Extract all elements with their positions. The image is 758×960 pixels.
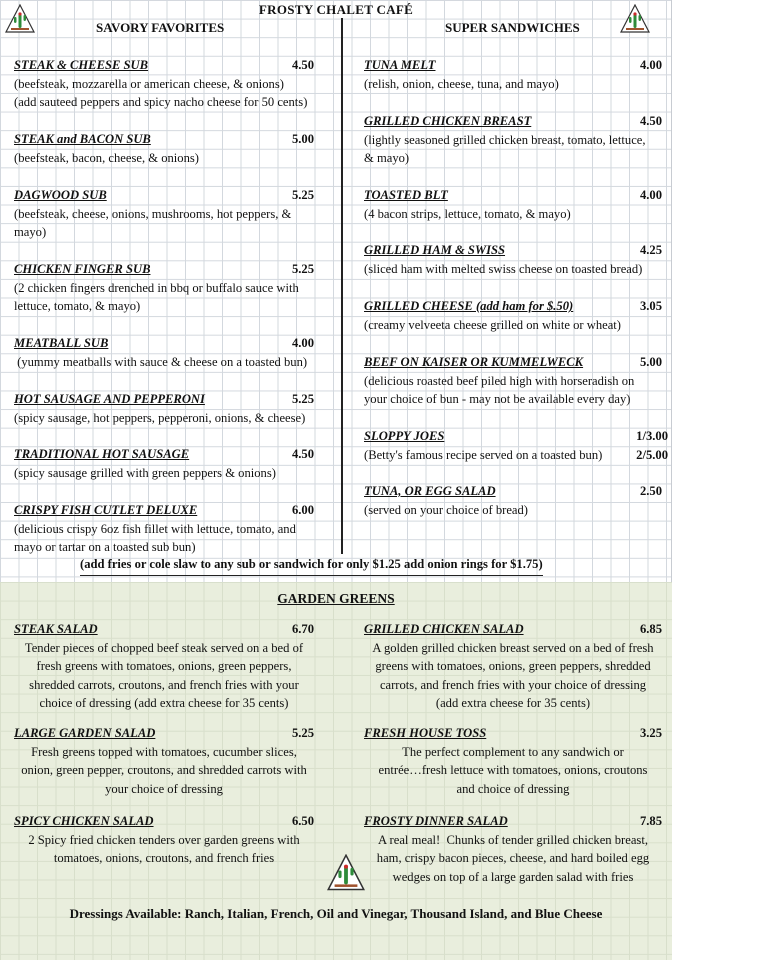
item-price: 5.25 (291, 262, 314, 276)
item-desc: (spicy sausage grilled with green peppers & onions) (14, 465, 276, 480)
menu-item (364, 56, 662, 93)
item-desc: (spicy sausage, hot peppers, pepperoni, onions, & cheese) (14, 410, 306, 425)
menu-item (14, 501, 314, 557)
salad-item (364, 724, 662, 798)
item-name: TOASTED BLT (364, 188, 448, 202)
item-desc: (delicious crispy 6oz fish fillet with lettuce, tomato, and mayo or tartar on a toasted sub bun) (14, 521, 296, 555)
item-price: 4.25 (639, 243, 662, 257)
item-price: 6.85 (639, 622, 662, 636)
item-desc: (lightly seasoned grilled chicken breast, tomato, lettuce, & mayo) (364, 132, 646, 166)
menu-item (14, 186, 314, 242)
item-desc: (yummy meatballs with sauce & cheese on a toasted bun) (14, 354, 308, 369)
item-price: 5.25 (291, 726, 314, 740)
menu-item (14, 56, 314, 112)
menu-item (364, 186, 662, 223)
item-name: STEAK SALAD (14, 622, 98, 636)
item-desc: (delicious roasted beef piled high with horseradish on your choice of bun - may not be available every day) (364, 373, 635, 407)
item-name: GRILLED CHICKEN SALAD (364, 622, 524, 636)
item-price-secondary: 2/5.00 (636, 447, 668, 462)
menu-item (364, 112, 662, 168)
cactus-logo-icon (620, 4, 650, 34)
item-name: SLOPPY JOES (364, 429, 445, 443)
item-price: 4.00 (639, 188, 662, 202)
item-desc: Fresh greens topped with tomatoes, cucumber slices, onion, green pepper, croutons, and shredded carrots with your choice of dressing (21, 744, 307, 796)
item-name: TUNA MELT (364, 58, 436, 72)
item-price: 5.00 (639, 355, 662, 369)
item-price: 6.50 (291, 814, 314, 828)
item-name: DAGWOOD SUB (14, 188, 107, 202)
menu-item (14, 390, 314, 427)
item-name: GRILLED HAM & SWISS (364, 243, 506, 257)
item-name: HOT SAUSAGE AND PEPPERONI (14, 392, 205, 406)
item-price: 4.00 (639, 58, 662, 72)
item-name: CRISPY FISH CUTLET DELUXE (14, 503, 198, 517)
salad-item (364, 620, 662, 713)
item-desc: (beefsteak, bacon, cheese, & onions) (14, 150, 199, 165)
item-price: 3.25 (639, 726, 662, 740)
salad-item (14, 812, 314, 868)
item-desc: A real meal! Chunks of tender grilled chicken breast, ham, crispy bacon pieces, cheese, and hard boiled egg wedges on top of a large garden salad with fries (376, 832, 650, 884)
savory-heading: SAVORY FAVORITES (96, 20, 225, 35)
item-desc: (beefsteak, mozzarella or american cheese, & onions) (add sauteed peppers and spicy nacho cheese for 50 cents) (14, 76, 308, 110)
sandwiches-heading: SUPER SANDWICHES (445, 20, 580, 35)
menu-item (14, 260, 314, 316)
item-desc: (creamy velveeta cheese grilled on white or wheat) (364, 317, 621, 332)
item-name: STEAK and BACON SUB (14, 132, 151, 146)
salad-item (14, 620, 314, 713)
item-desc: (2 chicken fingers drenched in bbq or buffalo sauce with lettuce, tomato, & mayo) (14, 280, 299, 314)
item-desc: Tender pieces of chopped beef steak served on a bed of fresh greens with tomatoes, onions, green peppers, shredded carrots, croutons, and french fries with your choice of dressing (add extra cheese for 35 cents) (24, 640, 304, 711)
cactus-logo-icon (5, 4, 35, 34)
menu-item (364, 241, 662, 278)
greens-heading: GARDEN GREENS (277, 591, 395, 606)
item-name: MEATBALL SUB (14, 336, 109, 350)
item-price: 6.70 (291, 622, 314, 636)
item-name: TUNA, OR EGG SALAD (364, 484, 496, 498)
salad-item (14, 724, 314, 798)
item-name: FROSTY DINNER SALAD (364, 814, 508, 828)
item-desc: A golden grilled chicken breast served on a bed of fresh greens with tomatoes, onions, green peppers, shredded carrots, and french fries with your choice of dressing (add extra cheese for 35 cents) (372, 640, 654, 711)
menu-item (364, 427, 668, 464)
addon-note: (add fries or cole slaw to any sub or sandwich for only $1.25 add onion rings for $1.75) (80, 555, 543, 576)
item-name: CHICKEN FINGER SUB (14, 262, 151, 276)
item-price: 1/3.00 (636, 429, 668, 443)
menu-item (14, 334, 314, 371)
item-desc: (beefsteak, cheese, onions, mushrooms, hot peppers, & mayo) (14, 206, 292, 240)
item-desc: (Betty's famous recipe served on a toasted bun) (364, 447, 603, 462)
item-desc: (4 bacon strips, lettuce, tomato, & mayo) (364, 206, 571, 221)
item-price: 7.85 (639, 814, 662, 828)
garden-greens-section (0, 582, 672, 960)
item-name: GRILLED CHEESE (add ham for $.50) (364, 299, 574, 313)
menu-item (364, 297, 662, 334)
item-name: TRADITIONAL HOT SAUSAGE (14, 447, 190, 461)
menu-item (14, 130, 314, 167)
item-desc: The perfect complement to any sandwich or entrée…fresh lettuce with tomatoes, onions, croutons and choice of dressing (378, 744, 648, 796)
item-price: 4.50 (291, 447, 314, 461)
salad-item (364, 812, 662, 886)
item-price: 4.50 (639, 114, 662, 128)
item-price: 4.50 (291, 58, 314, 72)
item-name: STEAK & CHEESE SUB (14, 58, 149, 72)
item-price: 4.00 (291, 336, 314, 350)
item-name: GRILLED CHICKEN BREAST (364, 114, 532, 128)
item-desc: (sliced ham with melted swiss cheese on toasted bread) (364, 261, 643, 276)
column-divider (341, 18, 343, 554)
item-price: 5.25 (291, 392, 314, 406)
cafe-title: FROSTY CHALET CAFÉ (258, 2, 414, 17)
menu-item (364, 482, 662, 519)
item-name: FRESH HOUSE TOSS (364, 726, 487, 740)
cactus-logo-icon (327, 854, 365, 892)
item-price: 5.25 (291, 188, 314, 202)
item-price: 3.05 (639, 299, 662, 313)
menu-item (14, 445, 314, 482)
item-price: 2.50 (639, 484, 662, 498)
item-desc: (served on your choice of bread) (364, 502, 528, 517)
item-price: 6.00 (291, 503, 314, 517)
item-name: LARGE GARDEN SALAD (14, 726, 156, 740)
item-desc: 2 Spicy fried chicken tenders over garden greens with tomatoes, onions, croutons, and french fries (28, 832, 300, 866)
item-desc: (relish, onion, cheese, tuna, and mayo) (364, 76, 559, 91)
menu-item (364, 353, 662, 409)
item-name: BEEF ON KAISER OR KUMMELWECK (364, 355, 584, 369)
item-name: SPICY CHICKEN SALAD (14, 814, 154, 828)
dressings-available: Dressings Available: Ranch, Italian, French, Oil and Vinegar, Thousand Island, and Blue Cheese (69, 906, 603, 921)
item-price: 5.00 (291, 132, 314, 146)
